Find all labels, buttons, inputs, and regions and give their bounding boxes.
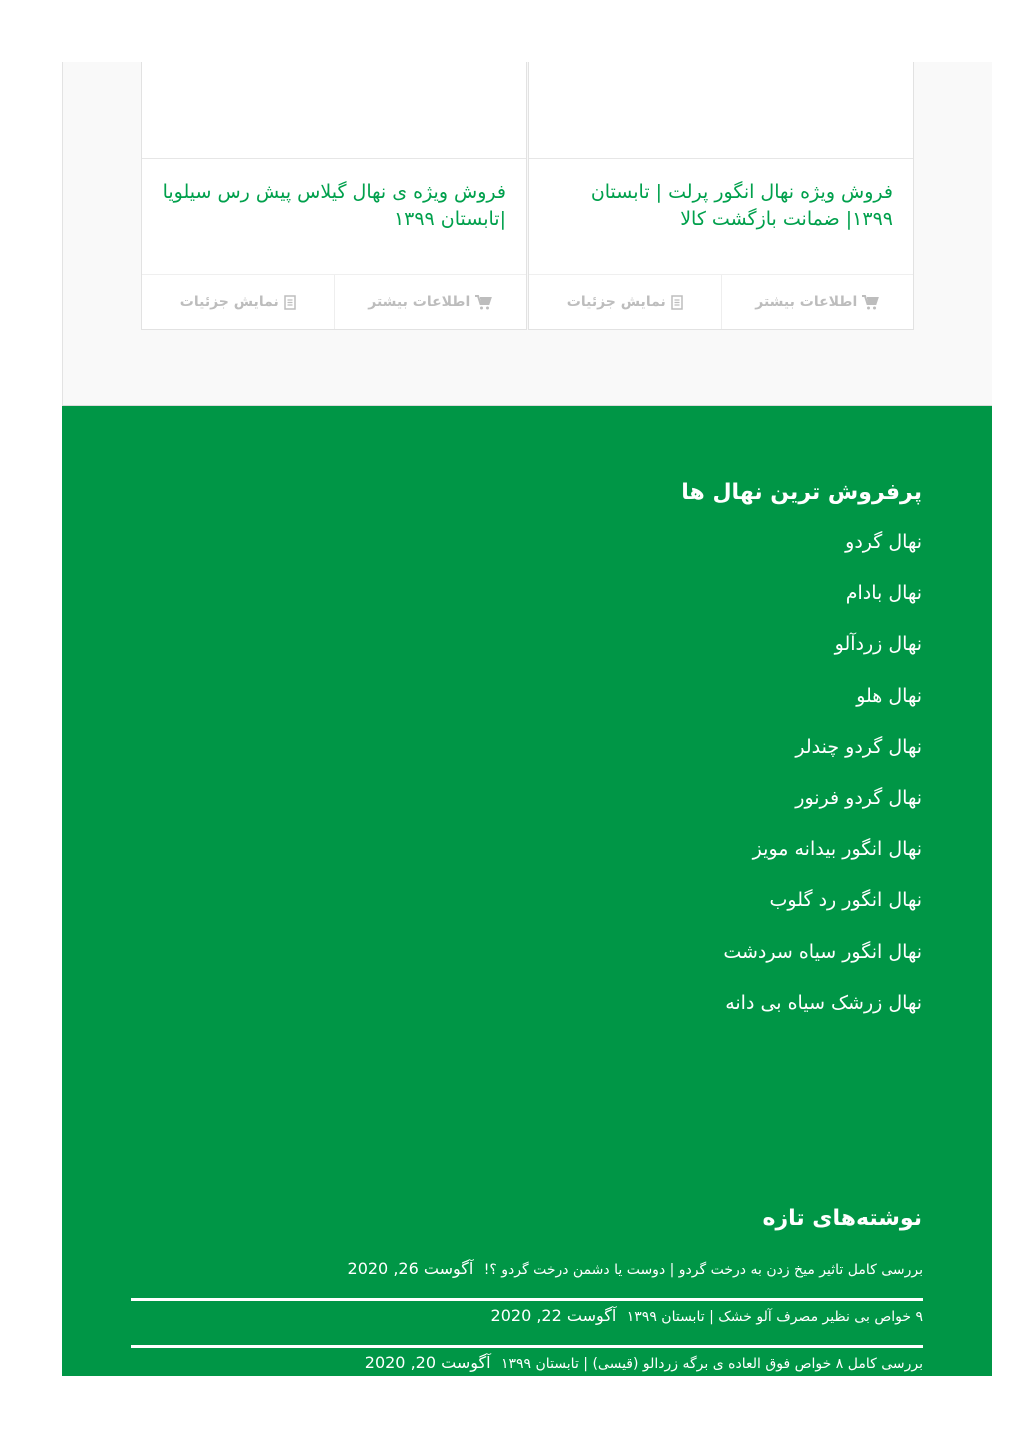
product-actions <box>142 274 526 329</box>
recent-post-link[interactable]: بررسی کامل ۸ خواص فوق العاده ی برگه زردالو (قیسی) | تابستان ۱۳۹۹ <box>501 1356 923 1372</box>
recent-post-link[interactable]: ۹ خواص بی نظیر مصرف آلو خشک | تابستان ۱۳۹۹ <box>626 1309 923 1325</box>
best-seller-link[interactable]: نهال انگور سیاه سردشت <box>723 940 922 963</box>
document-icon <box>284 295 296 310</box>
best-sellers-title: پرفروش ترین نهال ها <box>681 480 922 505</box>
show-details-label: نمایش جزئیات <box>179 294 279 310</box>
page-frame <box>62 62 992 1376</box>
product-card <box>528 62 914 330</box>
best-seller-link[interactable]: نهال گردو چندلر <box>795 735 922 758</box>
best-seller-link[interactable]: نهال زرشک سیاه بی دانه <box>725 991 922 1014</box>
recent-post-item <box>131 1301 923 1348</box>
document-icon <box>671 295 683 310</box>
product-actions <box>529 274 913 329</box>
best-seller-link[interactable]: نهال گردو فرنور <box>795 786 922 809</box>
best-seller-link[interactable]: نهال انگور رد گلوب <box>769 889 922 912</box>
product-title[interactable]: فروش ویژه ی نهال گیلاس پیش رس سیلویا |تابستان ۱۳۹۹ <box>162 181 506 230</box>
more-info-button[interactable] <box>335 275 527 329</box>
recent-post-date: آگوست 20, 2020 <box>364 1353 491 1372</box>
recent-post-item <box>131 1254 923 1301</box>
best-seller-link[interactable]: نهال گردو <box>845 531 922 553</box>
recent-posts-list <box>131 1254 923 1376</box>
more-info-label: اطلاعات بیشتر <box>755 294 858 310</box>
product-image[interactable] <box>529 62 913 159</box>
recent-post-date: آگوست 22, 2020 <box>490 1306 617 1325</box>
recent-post-date: آگوست 26, 2020 <box>347 1259 474 1278</box>
recent-posts-title: نوشته‌های تازه <box>762 1206 922 1231</box>
show-details-button[interactable] <box>529 275 722 329</box>
more-info-label: اطلاعات بیشتر <box>368 294 471 310</box>
site-footer <box>62 406 992 1376</box>
more-info-button[interactable] <box>722 275 914 329</box>
best-sellers-list <box>723 528 922 1040</box>
product-title[interactable]: فروش ویژه نهال انگور پرلت | تابستان ۱۳۹۹| ضمانت بازگشت کالا <box>590 181 893 230</box>
best-seller-link[interactable]: نهال هلو <box>856 684 922 707</box>
cart-icon <box>475 295 492 310</box>
show-details-label: نمایش جزئیات <box>566 294 666 310</box>
products-section <box>62 62 992 406</box>
recent-post-item <box>131 1348 923 1376</box>
recent-post-link[interactable]: بررسی کامل تاثیر میخ زدن به درخت گردو | دوست یا دشمن درخت گردو ؟! <box>483 1262 923 1278</box>
product-image[interactable] <box>142 62 526 159</box>
best-seller-link[interactable]: نهال زردآلو <box>834 633 922 656</box>
best-seller-link[interactable]: نهال انگور بیدانه مویز <box>752 838 922 861</box>
show-details-button[interactable] <box>142 275 335 329</box>
cart-icon <box>862 295 879 310</box>
product-card <box>141 62 527 330</box>
best-seller-link[interactable]: نهال بادام <box>845 582 922 605</box>
